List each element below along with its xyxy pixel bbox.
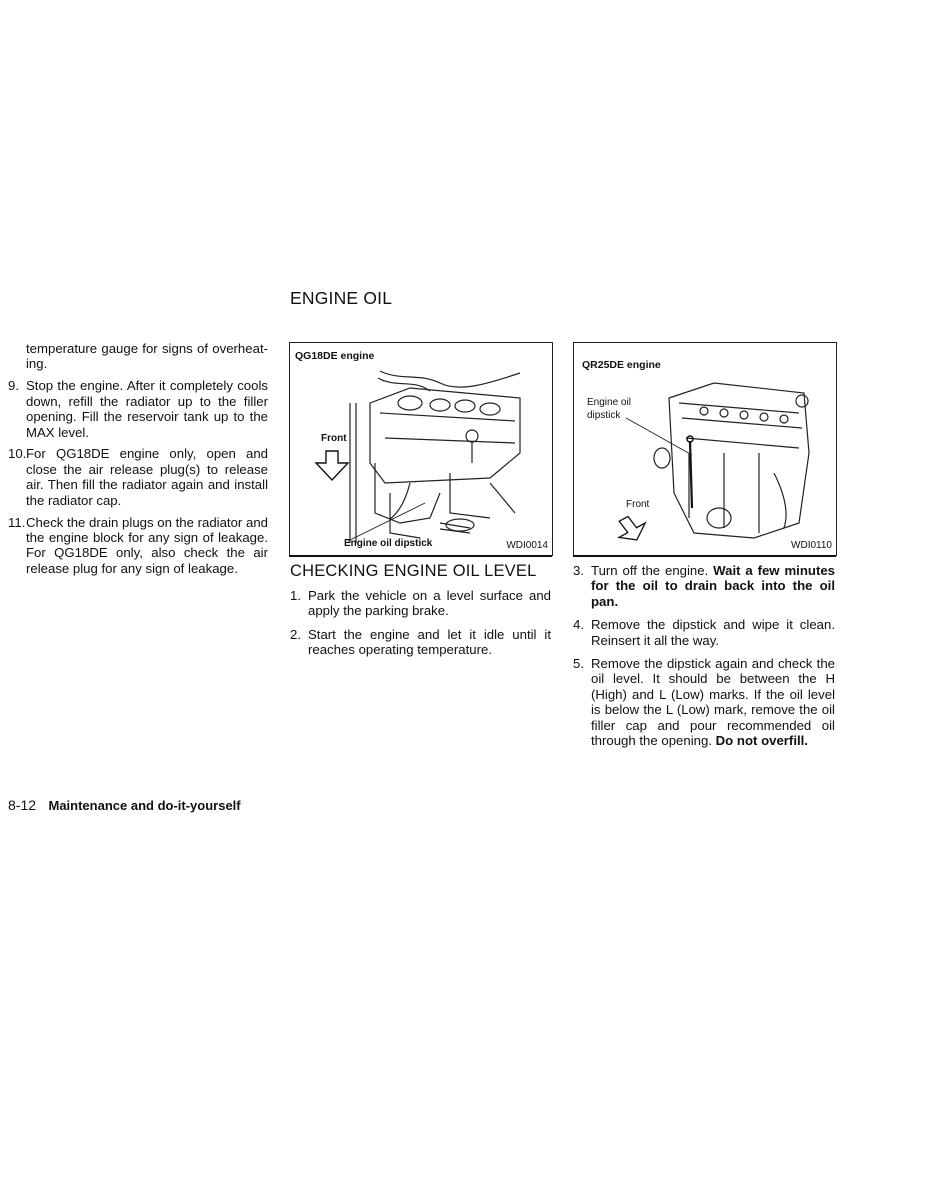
front-arrow-diagonal-icon (617, 515, 646, 540)
engine-illustration (574, 343, 836, 555)
figure-qr25de (573, 342, 837, 556)
item-number: 10. (8, 446, 27, 462)
item-number: 9. (8, 378, 19, 394)
dipstick-callout-line2: dipstick (587, 410, 621, 421)
item-bold-text: Do not overfill. (715, 733, 808, 749)
list-item (290, 588, 551, 619)
figure-rule (289, 555, 552, 557)
right-list (573, 563, 835, 748)
item-text: Check the drain plugs on the radiator and the engine block for any sign of leakage. For QG18DE only, also check the air release plug for any sign of leakage. (26, 514, 268, 576)
left-list (8, 378, 268, 576)
item-number: 3. (573, 563, 584, 578)
list-item (8, 446, 268, 508)
front-label: Front (626, 499, 650, 510)
list-item (573, 563, 835, 609)
front-label: Front (321, 433, 347, 444)
item-number: 11. (8, 514, 26, 530)
checking-list (290, 588, 551, 658)
page-footer (8, 797, 241, 815)
chapter-title: Maintenance and do-it-yourself (48, 798, 241, 813)
dipstick-callout-line1: Engine oil (587, 397, 631, 408)
item-number: 5. (573, 656, 584, 672)
item-text: Park the vehicle on a level surface and apply the parking brake. (308, 588, 551, 619)
figure-title: QR25DE engine (582, 359, 661, 371)
figure-rule (573, 555, 836, 557)
item-number: 4. (573, 617, 584, 633)
list-item (573, 656, 835, 748)
dipstick-callout: Engine oil dipstick (344, 538, 433, 549)
front-arrow-down-icon (316, 451, 348, 480)
list-item (290, 627, 551, 658)
checking-list-container (290, 588, 551, 664)
list-item (8, 515, 268, 577)
list-item (573, 617, 835, 648)
figure-code: WDI0014 (506, 540, 548, 551)
continuation-text: temperature gauge for signs of overheat-ing. (26, 341, 268, 372)
figure-title: QG18DE engine (295, 350, 375, 362)
figure-qg18de (289, 342, 553, 556)
item-text: Start the engine and let it idle until it reaches operating temperature. (308, 626, 551, 658)
left-column (8, 341, 268, 583)
figure-code: WDI0110 (791, 540, 832, 551)
subsection-title: CHECKING ENGINE OIL LEVEL (290, 562, 537, 580)
item-text: Turn off the engine. (591, 563, 714, 578)
item-text: Remove the dipstick again and check the oil level. It should be between the H (High) and L (Low) marks. If the oil level is below the L (Low) mark, remove the oil filler cap and pour recommended oil through the opening. (591, 656, 835, 749)
item-bold-text: Wait a few minutes for the oil to drain back into the oil pan. (591, 563, 836, 609)
item-text: Stop the engine. After it completely cools down, refill the radiator up to the filler opening. Fill the reservoir tank up to the MAX level. (26, 378, 268, 440)
engine-illustration (290, 343, 552, 555)
item-text: Remove the dipstick and wipe it clean. Reinsert it all the way. (591, 617, 835, 648)
page-number: 8-12 (8, 797, 37, 813)
right-column (573, 563, 835, 755)
item-text: For QG18DE engine only, open and close the air release plug(s) to release air. Then fill the radiator again and install the radiator cap. (26, 446, 268, 508)
list-item (8, 378, 268, 440)
item-number: 1. (290, 588, 301, 603)
item-number: 2. (290, 626, 301, 642)
section-title: ENGINE OIL (290, 288, 393, 308)
